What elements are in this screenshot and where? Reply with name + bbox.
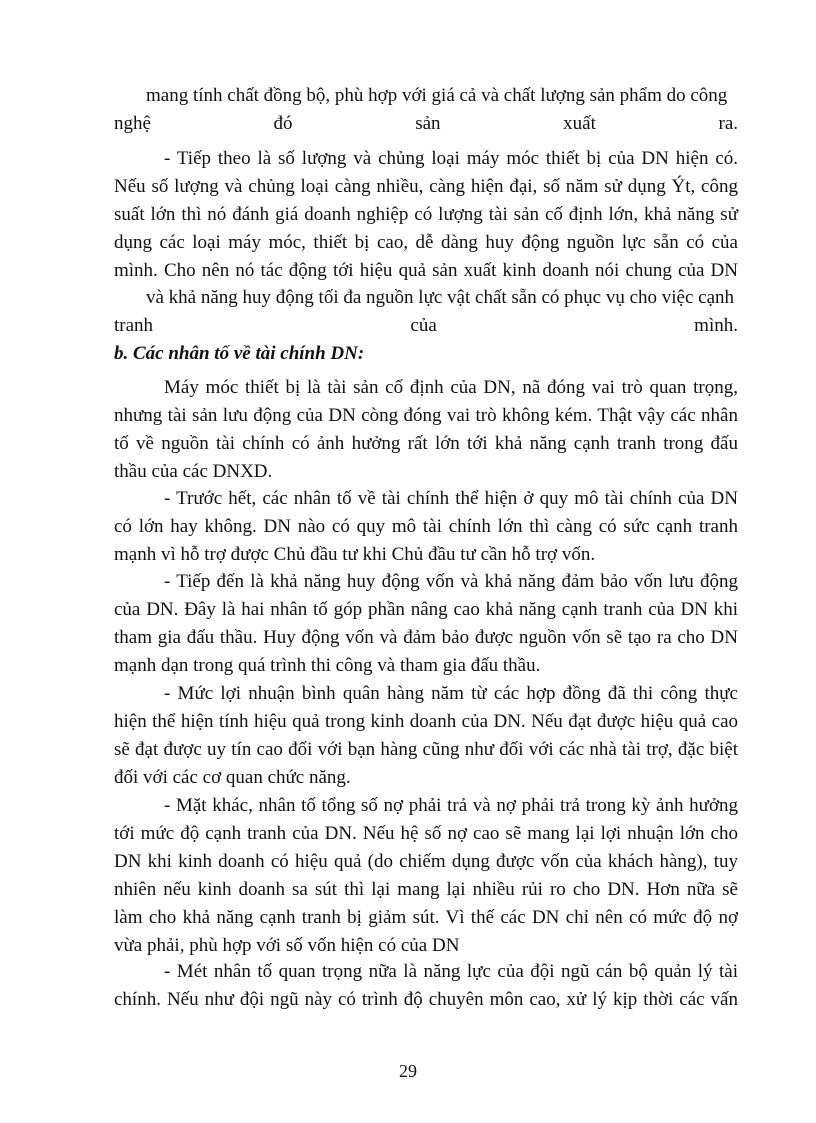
text-line: có lớn hay không. DN nào có quy mô tài chính lớn thì càng có sức cạnh tranh [114,516,738,537]
text-line: mạnh dạn trong quá trình thi công và tham gia đấu thầu. [114,655,541,676]
paragraph-capital [114,568,738,680]
text-line: tham gia đấu thầu. Huy động vốn và đảm bảo được nguồn vốn sẽ tạo ra cho DN [114,627,738,648]
text-line: - Trước hết, các nhân tố về tài chính thể hiện ở quy mô tài chính của DN [164,488,738,509]
paragraph-finance-intro [114,374,738,486]
text-line: đối với các cơ quan chức năng. [114,767,351,788]
text-line: làm cho khả năng cạnh tranh bị giảm sút. Vì thế các DN chỉ nên có mức độ nợ [114,907,738,928]
text-line: mang tính chất đồng bộ, phù hợp với giá cả và chất lượng sản phẩm do công [146,85,728,106]
text-line: Máy móc thiết bị là tài sản cố định của DN, nã đóng vai trò quan trọng, [164,377,738,398]
paragraph-debt [114,792,738,960]
text-line: hiện thể hiện tính hiệu quả trong kinh doanh của DN. Nếu đạt được hiệu quả cao [114,711,738,732]
text-line: - Mức lợi nhuận bình quân hàng năm từ các hợp đồng đã thi công thực [164,683,738,704]
text-line: tới mức độ cạnh tranh của DN. Nếu hệ số nợ cao sẽ mang lại lợi nhuận lớn cho [114,823,738,844]
text-line: - Tiếp đến là khả năng huy động vốn và khả năng đảm bảo vốn lưu động [164,571,738,592]
paragraph-finance-scale [114,485,738,569]
paragraph-competition [114,284,738,340]
text-line: - Tiếp theo là số lượng và chủng loại máy móc thiết bị của DN hiện có. [164,148,738,169]
heading-text: b. Các nhân tố về tài chính DN: [114,343,365,364]
text-line: DN khi kinh doanh có hiệu quả (do chiếm dụng được vốn của khách hàng), tuy [114,851,738,872]
text-line: sẽ đạt được uy tín cao đối với bạn hàng cũng như đối với các nhà tài trợ, đặc biệt [114,739,738,760]
text-line: vừa phải, phù hợp với số vốn hiện có của DN [114,935,460,956]
text-line: thầu của các DNXD. [114,461,273,482]
text-line: tranh của mình. [114,315,738,336]
section-heading [114,340,738,368]
text-line: mình. Cho nên nó tác động tới hiệu quả sản xuất kinh doanh nói chung của DN [114,260,738,281]
text-line: nhưng tài sản lưu động của DN còng đóng vai trò không kém. Thật vậy các nhân [114,405,738,426]
text-line: nghệ đó sản xuất ra. [114,113,738,134]
text-line: nhiên nếu kinh doanh sa sút thì lại mang lại nhiều rủi ro cho DN. Hơn nữa sẽ [114,879,738,900]
paragraph-equipment [114,145,738,285]
text-line: dụng các loại máy móc, thiết bị cao, dễ dàng huy động nguồn lực sẵn có của [114,232,738,253]
text-line: và khả năng huy động tối đa nguồn lực vật chất sẵn có phục vụ cho việc cạnh [146,287,735,308]
text-line: tố về nguồn tài chính có ảnh hưởng rất lớn tới khả năng cạnh tranh trong đấu [114,433,738,454]
text-line: - Mét nhân tố quan trọng nữa là năng lực của đội ngũ cán bộ quản lý tài [164,961,738,982]
text-line: - Mặt khác, nhân tố tổng số nợ phải trả và nợ phải trả trong kỳ ảnh hưởng [164,795,738,816]
paragraph-profit [114,680,738,792]
text-line: mạnh vì hỗ trợ được Chủ đầu tư khi Chủ đầu tư cần hỗ trợ vốn. [114,544,596,565]
paragraph-continuation [114,82,738,138]
paragraph-staff [114,958,738,1014]
text-line: của DN. Đây là hai nhân tố góp phần nâng cao khả năng cạnh tranh của DN khi [114,599,738,620]
text-line: suất lớn thì nó đánh giá doanh nghiệp có lượng tài sản cố định lớn, khả năng sử [114,204,738,225]
page-number: 29 [399,1061,417,1081]
text-line: chính. Nếu như đội ngũ này có trình độ chuyên môn cao, xử lý kịp thời các vấn [114,989,738,1010]
text-line: Nếu số lượng và chủng loại càng nhiều, càng hiện đại, số năm sử dụng Ýt, công [114,176,738,197]
